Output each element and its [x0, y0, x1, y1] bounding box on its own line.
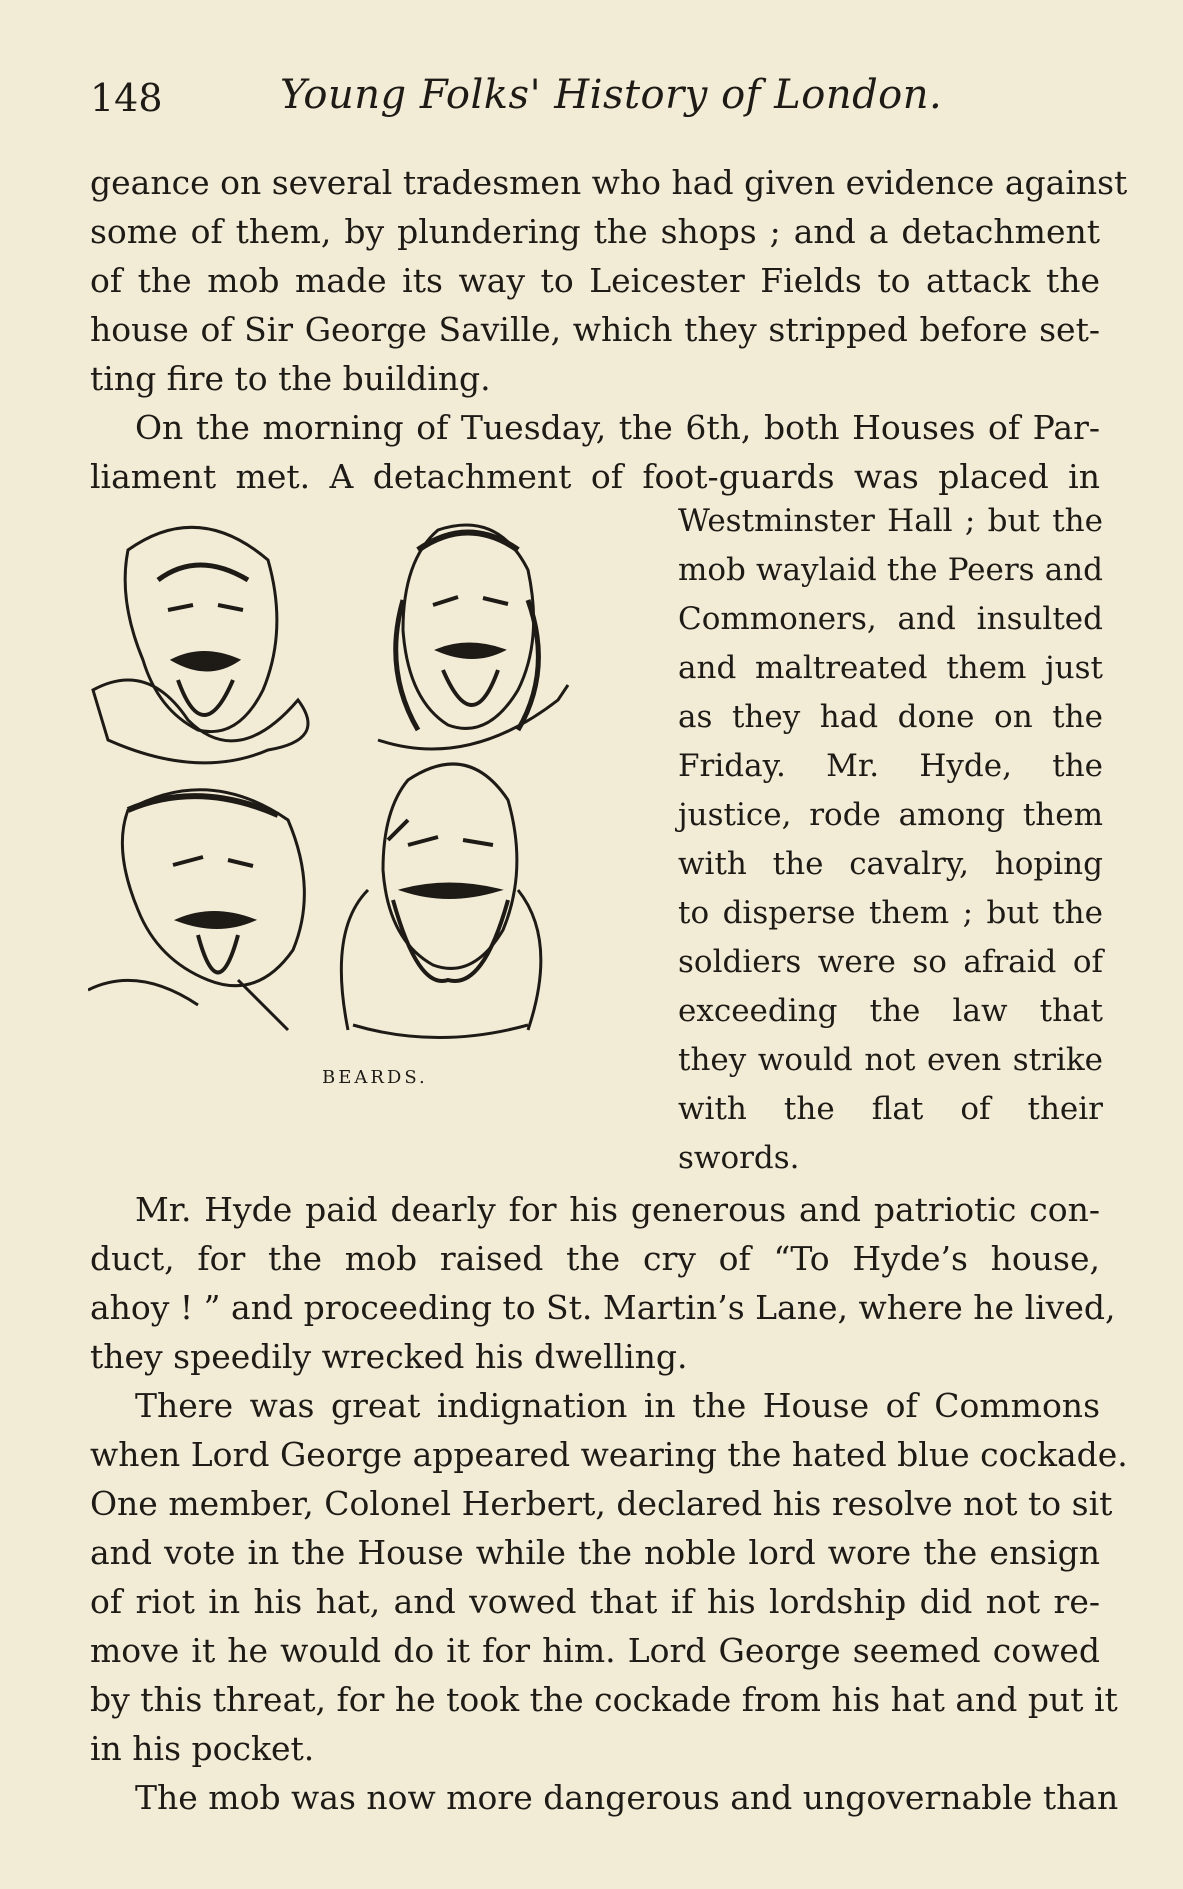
text-line: geance on several tradesmen who had given evidence against	[90, 163, 1128, 202]
side-column	[678, 497, 1103, 1183]
text-line: swords.	[678, 1140, 800, 1176]
paragraph-3	[90, 1185, 1116, 1381]
beards-illustration	[88, 510, 648, 1140]
page-header	[90, 62, 1090, 122]
text-line: move it he would do it for him. Lord George seemed cowed	[90, 1631, 1100, 1670]
text-line: ahoy ! ” and proceeding to St. Martin’s Lane, where he lived,	[90, 1288, 1116, 1327]
text-line: and vote in the House while the noble lord wore the ensign	[90, 1533, 1100, 1572]
paragraph-4	[90, 1381, 1128, 1773]
text-line: The mob was now more dangerous and ungovernable than	[135, 1778, 1119, 1817]
text-line: justice, rode among them	[678, 797, 1103, 833]
bearded-head-1	[93, 527, 308, 763]
paragraph-2	[90, 403, 1100, 501]
text-line: with the cavalry, hoping	[678, 846, 1103, 882]
text-line: liament met. A detachment of foot-guards was placed in	[90, 457, 1100, 496]
bearded-head-2	[378, 525, 568, 749]
bearded-head-3	[88, 790, 304, 1030]
text-line: some of them, by plundering the shops ; and a detachment	[90, 212, 1100, 251]
text-line: in his pocket.	[90, 1729, 315, 1768]
text-line: when Lord George appeared wearing the hated blue cockade.	[90, 1435, 1128, 1474]
text-line: as they had done on the	[678, 699, 1103, 735]
text-line: of the mob made its way to Leicester Fields to attack the	[90, 261, 1100, 300]
text-line: Commoners, and insulted	[678, 601, 1103, 637]
text-line: house of Sir George Saville, which they stripped before set-	[90, 310, 1100, 349]
text-line: On the morning of Tuesday, the 6th, both Houses of Par-	[135, 408, 1100, 447]
text-line: Westminster Hall ; but the	[678, 503, 1103, 539]
text-line: Mr. Hyde paid dearly for his generous and patriotic con-	[135, 1190, 1100, 1229]
text-line: they would not even strike	[678, 1042, 1103, 1078]
text-line: to disperse them ; but the	[678, 895, 1103, 931]
text-line: There was great indignation in the House of Commons	[135, 1386, 1100, 1425]
text-line: by this threat, for he took the cockade from his hat and put it	[90, 1680, 1118, 1719]
paragraph-1	[90, 158, 1128, 403]
paragraph-5	[90, 1773, 1119, 1822]
text-line: with the flat of their	[678, 1091, 1103, 1127]
page-number: 148	[90, 76, 163, 120]
text-line: and maltreated them just	[678, 650, 1103, 686]
text-line: mob waylaid the Peers and	[678, 552, 1103, 588]
text-line: duct, for the mob raised the cry of “To Hyde’s house,	[90, 1239, 1100, 1278]
text-line: of riot in his hat, and vowed that if his lordship did not re-	[90, 1582, 1100, 1621]
beards-engraving	[88, 510, 648, 1110]
text-line: exceeding the law that	[678, 993, 1103, 1029]
bearded-head-4	[341, 764, 541, 1038]
figure-caption: BEARDS.	[322, 1067, 428, 1088]
text-line: ting fire to the building.	[90, 359, 491, 398]
text-line: soldiers were so afraid of	[678, 944, 1103, 980]
text-line: they speedily wrecked his dwelling.	[90, 1337, 688, 1376]
text-line: One member, Colonel Herbert, declared his resolve not to sit	[90, 1484, 1113, 1523]
running-title: Young Folks' History of London.	[280, 72, 943, 118]
text-line: Friday. Mr. Hyde, the	[678, 748, 1103, 784]
